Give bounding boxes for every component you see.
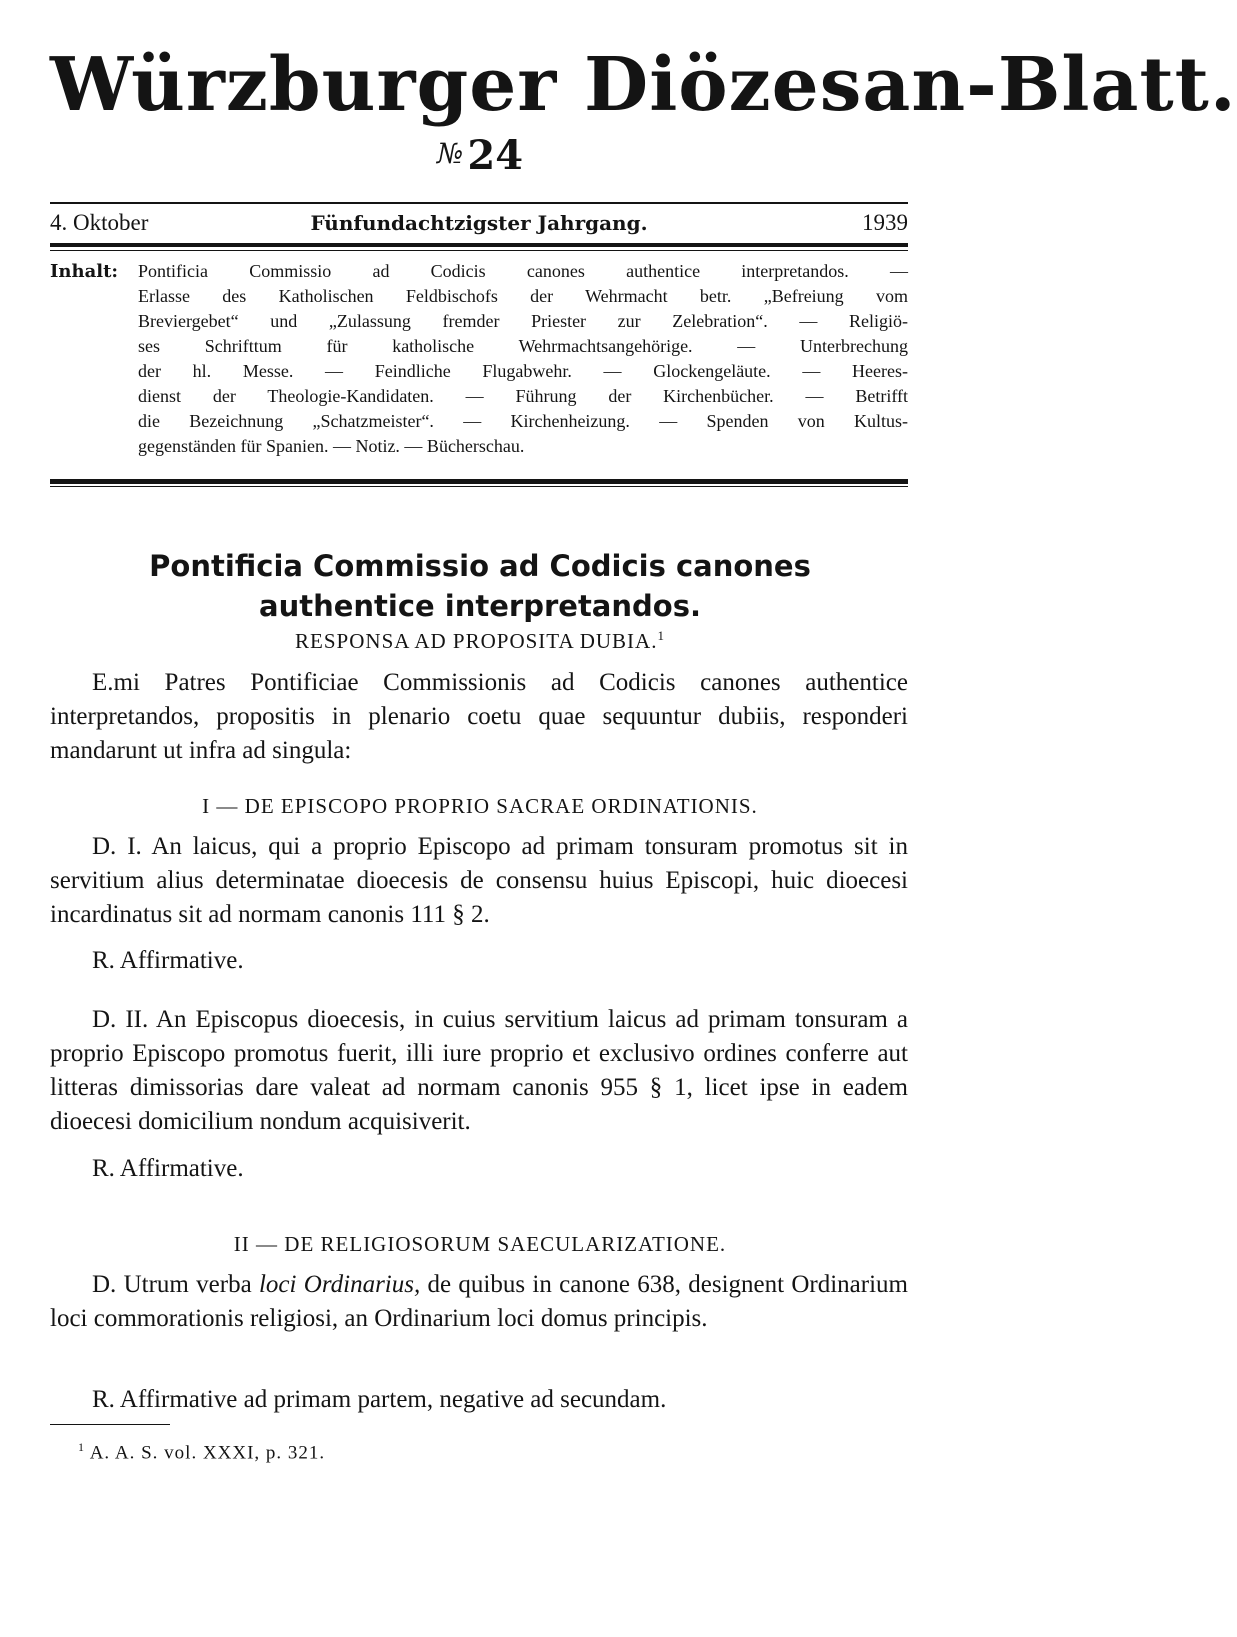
contents-line: Breviergebet“ und „Zulassung fremder Priester zur Zelebration“. — Religiö- [138,311,908,331]
dubium-3-prefix: D. Utrum verba [92,1271,259,1298]
responsum-2 [50,1152,908,1186]
contents-line: Pontificia Commissio ad Codicis canones authentice interpretandos. — [138,261,908,281]
double-rule-thick [50,243,908,247]
contents-line: Erlasse des Katholischen Feldbischofs der Wehrmacht betr. „Befreiung vom [138,286,908,306]
contents-line: dienst der Theologie-Kandidaten. — Führung der Kirchenbücher. — Betrifft [138,386,908,406]
responsum-1-text: R. Affirmative. [92,947,244,974]
contents-line: der hl. Messe. — Feindliche Flugabwehr. — Glockengeläute. — Heeres- [138,361,908,381]
footnote-rule [50,1424,170,1425]
section-rule-thick [50,479,908,484]
dubium-1 [50,830,908,932]
contents-line: gegenständen für Spanien. — Notiz. — Bücherschau. [138,436,525,456]
dubium-3-italic: loci Ordinarius, [258,1271,421,1298]
contents-line: ses Schrifttum für katholische Wehrmachtsangehörige. — Unterbrechung [138,336,908,356]
double-rule-thin [50,250,908,251]
masthead-title: Würzburger Diözesan-Blatt. [50,42,1237,128]
article-title-line2: authentice interpretandos. [259,589,701,623]
issue-date: 4. Oktober [50,210,149,235]
issue-number [0,132,960,179]
dubium-1-text: D. I. An laicus, qui a proprio Episcopo ad primam tonsuram promotus sit in servitium alius determinatae dioecesis de consensu huius Episcopi, huic dioecesi incardinatus sit ad normam canonis 111 § 2. [50,833,908,928]
responsum-3-text: R. Affirmative ad primam partem, negative ad secundam. [92,1386,667,1413]
intro-text: E.mi Patres Pontificiae Commissionis ad Codicis canones authentice interpretandos, propositis in plenario coetu quae sequuntur dubiis, responderi mandarunt ut infra ad singula: [50,669,908,764]
footnote [78,1440,325,1464]
intro-paragraph [50,666,908,768]
dubium-3 [50,1268,908,1336]
dateline [50,206,908,240]
top-rule [50,202,908,204]
issue-year: 1939 [862,210,908,235]
volume-label: Fünfundachtzigster Jahrgang. [310,211,648,235]
article-title-line1: Pontificia Commissio ad Codicis canones [149,549,811,583]
responsum-2-text: R. Affirmative. [92,1155,244,1182]
number-sign: № [436,137,464,170]
dubium-2 [50,1003,908,1139]
footnote-ref: 1 [657,628,665,643]
responsum-1 [50,944,908,978]
contents-label: Inhalt: [50,261,119,282]
dubium-3-rest: de quibus in canone 638, designent Ordinarium loci commorationis religiosi, an Ordinarium loci domus principis. [50,1271,908,1332]
footnote-marker: 1 [78,1440,85,1454]
dubium-2-text: D. II. An Episcopus dioecesis, in cuius servitium laicus ad primam tonsuram a proprio Episcopo promotus fuerit, illi iure proprio et exclusivo ordines conferre aut litteras dimissorias dare valeat ad normam canonis 955 § 1, licet ipse in eadem dioecesi domicilium nondum acquisiverit. [50,1006,908,1135]
issue-number-value: 24 [467,132,524,179]
section-heading-1: I — DE EPISCOPO PROPRIO SACRAE ORDINATIONIS. [202,794,758,818]
responsum-3 [50,1383,908,1417]
subtitle-text: RESPONSA AD PROPOSITA DUBIA. [295,629,658,653]
dubium-3-text [50,1268,908,1336]
section-rule-thin [50,486,908,487]
footnote-text: A. A. S. vol. XXXI, p. 321. [89,1442,326,1464]
article-subtitle [0,628,960,654]
section-heading-2: II — DE RELIGIOSORUM SAECULARIZATIONE. [233,1232,727,1256]
contents-line: die Bezeichnung „Schatzmeister“. — Kirchenheizung. — Spenden von Kultus- [138,411,908,431]
